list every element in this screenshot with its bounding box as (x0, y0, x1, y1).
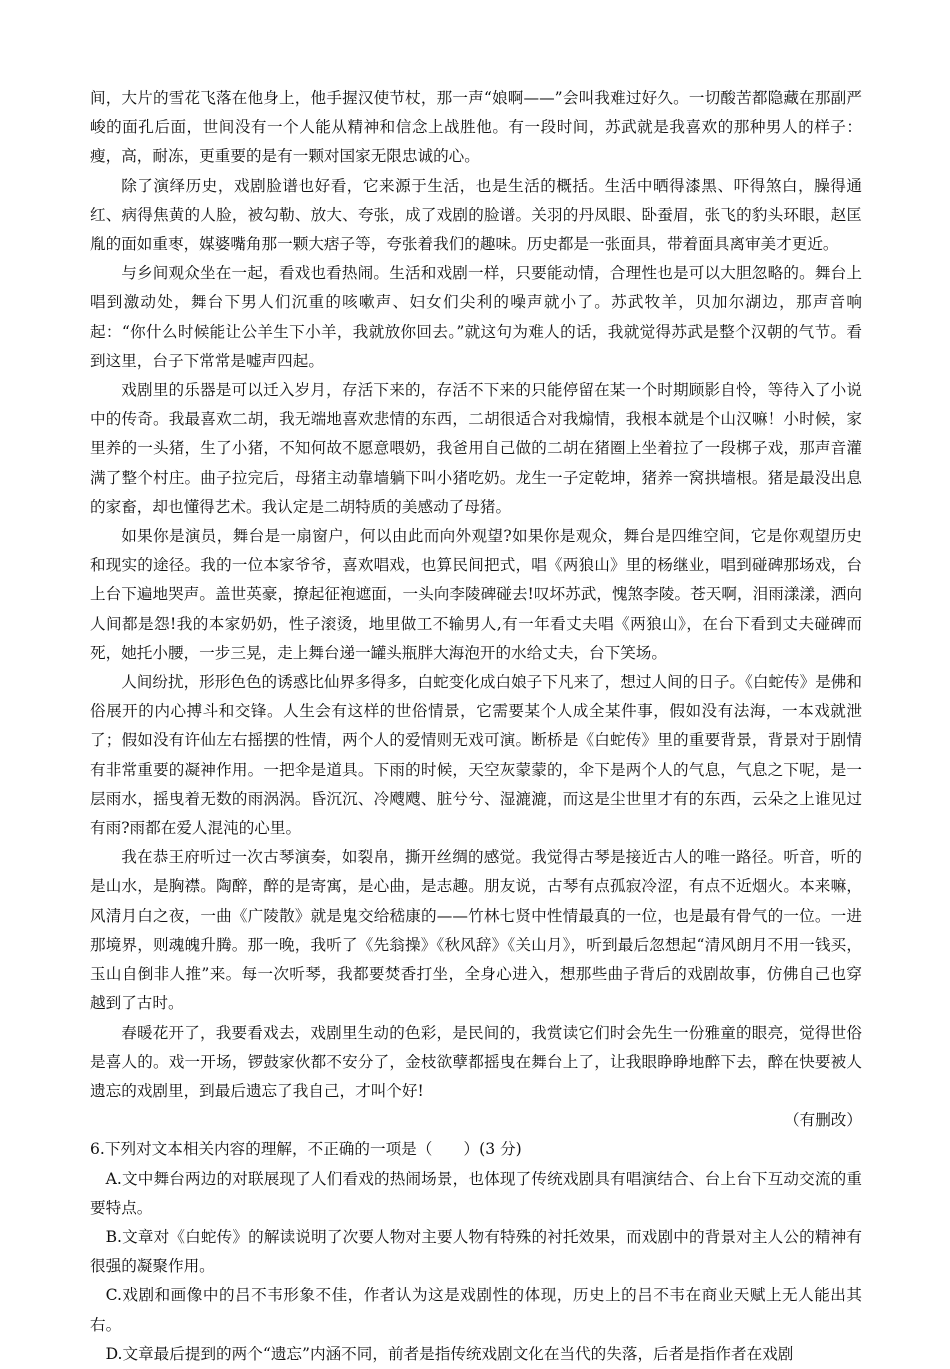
article-paragraph-4: 戏剧里的乐器是可以迁入岁月，存活下来的，存活不下来的只能停留在某一个时期顾影自怜，等待入了小说中的传奇。我最喜欢二胡，我无端地喜欢悲情的东西，二胡很适合对我煽情，我根本就是个山汉嘛！小时候，家里养的一头猪，生了小猪，不知何故不愿意喂奶，我爸用自己做的二胡在猪圈上坐着拉了一段梆子戏，那声音灌满了整个村庄。曲子拉完后，母猪主动靠墙躺下叫小猪吃奶。龙生一子定乾坤，猪养一窝拱墙根。猪是最没出息的家畜，却也懂得艺术。我认定是二胡特质的美感动了母猪。 (90, 381, 862, 516)
option-d: D.文章最后提到的两个“遗忘”内涵不同，前者是指传统戏剧文化在当代的失落，后者是指作者在戏剧 (105, 1344, 794, 1363)
article-paragraph-3: 与乡间观众坐在一起，看戏也看热闹。生活和戏剧一样，只要能动情，合理性也是可以大胆忽略的。舞台上唱到激动处，舞台下男人们沉重的咳嗽声、妇女们尖利的噪声就小了。苏武牧羊，贝加尔湖边，那声音响起：“你什么时候能让公羊生下小羊，我就放你回去。”就这句为难人的话，我就觉得苏武是整个汉朝的气节。看到这里，台子下常常是嘘声四起。 (90, 264, 862, 370)
article-paragraph-2: 除了演绎历史，戏剧脸谱也好看，它来源于生活，也是生活的概括。生活中晒得漆黑、吓得煞白，臊得通红、病得焦黄的人脸，被勾勒、放大、夸张，成了戏剧的脸谱。关羽的丹凤眼、卧蚕眉，张飞的豹头环眼，赵匡胤的面如重枣，媒婆嘴角那一颗大痞子等，夸张着我们的趣味。历史都是一张面具，带着面具离审美才更近。 (90, 176, 862, 254)
question-block (90, 1135, 862, 1369)
source-note: （有删改） (784, 1111, 862, 1130)
option-b: B.文章对《白蛇传》的解读说明了次要人物对主要人物有特殊的衬托效果，而戏剧中的背景对主人公的精神有很强的凝聚作用。 (90, 1227, 862, 1276)
document-page (90, 84, 862, 1369)
article-paragraph-8: 春暖花开了，我要看戏去，戏剧里生动的色彩，是民间的，我赏读它们时会先生一份雅童的眼亮，觉得世俗是喜人的。戏一开场，锣鼓家伙都不安分了，金枝欲孽都摇曳在舞台上了，让我眼睁睁地醉下去，醉在快要被人遗忘的戏剧里，到最后遗忘了我自己，才叫个好! (90, 1023, 862, 1100)
article-paragraph-7: 我在恭王府听过一次古琴演奏，如裂帛，撕开丝绸的感觉。我觉得古琴是接近古人的唯一路径。听音，听的是山水，是胸襟。陶醉，醉的是寄寓，是心曲，是志趣。朋友说，古琴有点孤寂冷涩，有点不近烟火。本来嘛，风清月白之夜，一曲《广陵散》就是鬼交给嵇康的——竹林七贤中性情最真的一位，也是最有骨气的一位。一进那境界，则魂魄升腾。那一晚，我听了《先翁操》《秋风辞》《关山月》，听到最后忽想起“清风朗月不用一钱买，玉山自倒非人推”来。每一次听琴，我都要焚香打坐，全身心进入，想那些曲子背后的戏剧故事，仿佛自己也穿越到了古时。 (90, 848, 862, 1013)
article-paragraph-6: 人间纷扰，形形色色的诱惑比仙界多得多，白蛇变化成白娘子下凡来了，想过人间的日子。《白蛇传》是佛和俗展开的内心搏斗和交锋。人生会有这样的世俗情景，它需要某个人成全某件事，假如没有法海，一本戏就泄了；假如没有许仙左右摇摆的性情，两个人的爱情则无戏可演。断桥是《白蛇传》里的重要背景，背景对于剧情有非常重要的凝神作用。一把伞是道具。下雨的时候，天空灰蒙蒙的，伞下是两个人的气息，气息之下呢，是一层雨水，摇曳着无数的雨涡涡。昏沉沉、冷飕飕、脏兮兮、湿漉漉，而这是尘世里才有的东西，云朵之上谁见过有雨?雨都在爱人混沌的心里。 (90, 673, 862, 838)
article-paragraph-5: 如果你是演员，舞台是一扇窗户，何以由此而向外观望?如果你是观众，舞台是四维空间，它是你观望历史和现实的途径。我的一位本家爷爷，喜欢唱戏，也算民间把式，唱《两狼山》里的杨继业，唱到碰碑那场戏，台上台下遍地哭声。盖世英豪，撩起征袍遮面，一头向李陵碑碰去!叹坏苏武，愧煞李陵。苍天啊，泪雨漾漾，洒向人间都是怨!我的本家奶奶，性子滚烫，地里做工不输男人,有一年看丈夫唱《两狼山》，在台下看到丈夫碰碑而死，她托小腰，一步三晃，走上舞台递一罐头瓶胖大海泡开的水给丈夫，台下笑场。 (90, 527, 862, 662)
option-a: A.文中舞台两边的对联展现了人们看戏的热闹场景，也体现了传统戏剧具有唱演结合、台上台下互动交流的重要特点。 (90, 1169, 862, 1217)
article-paragraph-1: 间，大片的雪花飞落在他身上，他手握汉使节杖，那一声“娘啊——”会叫我难过好久。一切酸苦都隐藏在那副严峻的面孔后面，世间没有一个人能从精神和信念上战胜他。有一段时间，苏武就是我喜欢的那种男人的样子：瘦，高，耐冻，更重要的是有一颗对国家无限忠诚的心。 (90, 89, 862, 166)
article-body (90, 84, 862, 1135)
option-c: C.戏剧和画像中的吕不韦形象不佳，作者认为这是戏剧性的体现，历史上的吕不韦在商业天赋上无人能出其右。 (90, 1286, 862, 1334)
question-stem: 6.下列对文本相关内容的理解，不正确的一项是（ ）(3 分) (90, 1140, 522, 1159)
